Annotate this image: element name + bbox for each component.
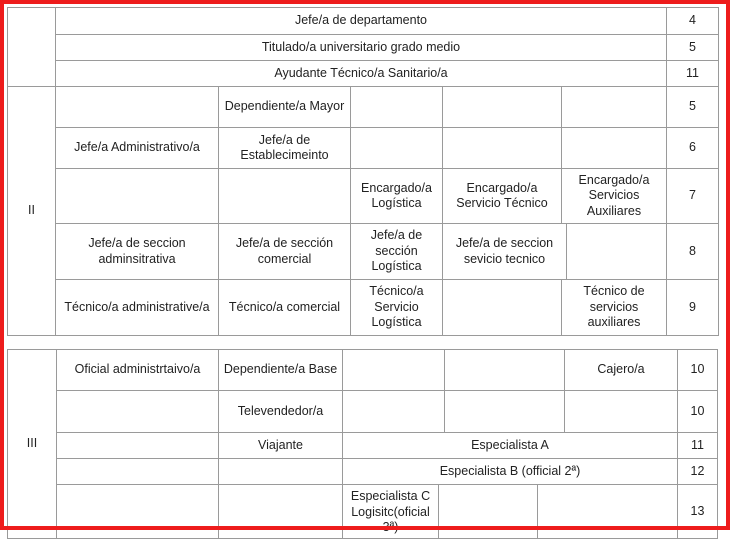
level-cell: 11: [677, 432, 718, 459]
table-cell: [56, 458, 219, 485]
table-cell: [218, 168, 351, 224]
level-cell: 12: [677, 458, 718, 485]
table-cell: Jefe/a Administrativo/a: [55, 127, 219, 169]
table-cell: [342, 349, 445, 391]
table-cell: [342, 390, 445, 433]
table-cell: Especialista C Logisitc(oficial 3ª): [342, 484, 439, 539]
table-cell: [350, 127, 443, 169]
job-title-cell: Jefe/a de departamento: [55, 7, 667, 35]
table-cell: Dependiente/a Base: [218, 349, 343, 391]
table-cell: [566, 223, 667, 280]
table-cell: [55, 86, 219, 128]
table-cell: Dependiente/a Mayor: [218, 86, 351, 128]
table-cell: Jefe/a de sección Logística: [350, 223, 443, 280]
table-cell: Técnico/a administrative/a: [55, 279, 219, 336]
blank-group-cell: [7, 7, 56, 87]
table-cell: Encargado/a Servicios Auxiliares: [561, 168, 667, 224]
level-cell: 13: [677, 484, 718, 539]
table-cell: Jefe/a de seccion adminsitrativa: [55, 223, 219, 280]
table-cell: [564, 390, 678, 433]
table-cell: Encargado/a Servicio Técnico: [442, 168, 562, 224]
table-cell: [350, 86, 443, 128]
level-cell: 4: [666, 7, 719, 35]
level-cell: 8: [666, 223, 719, 280]
table-cell: [56, 432, 219, 459]
table-cell: Televendedor/a: [218, 390, 343, 433]
level-cell: 5: [666, 86, 719, 128]
table-cell: [444, 390, 565, 433]
level-cell: 5: [666, 34, 719, 61]
table-cell: Encargado/a Logística: [350, 168, 443, 224]
table-cell: Técnico/a comercial: [218, 279, 351, 336]
table-cell: [561, 127, 667, 169]
level-cell: 7: [666, 168, 719, 224]
table-cell: Oficial administrtaivo/a: [56, 349, 219, 391]
level-cell: 6: [666, 127, 719, 169]
level-cell: 11: [666, 60, 719, 87]
group-label: III: [7, 349, 57, 539]
table-cell: [442, 86, 562, 128]
table-cell: Jefe/a de Establecimeinto: [218, 127, 351, 169]
table-cell: [442, 127, 562, 169]
table-cell: Jefe/a de seccion sevicio tecnico: [442, 223, 567, 280]
job-title-cell: Ayudante Técnico/a Sanitario/a: [55, 60, 667, 87]
table-cell: Jefe/a de sección comercial: [218, 223, 351, 280]
table-cell: [55, 168, 219, 224]
table-cell: [537, 484, 678, 539]
table-cell: [218, 458, 343, 485]
table-cell: [444, 349, 565, 391]
table-cell: [56, 484, 219, 539]
table-cell: [56, 390, 219, 433]
table-cell: Viajante: [218, 432, 343, 459]
table-cell: Cajero/a: [564, 349, 678, 391]
table-cell: [442, 279, 562, 336]
level-cell: 10: [677, 390, 718, 433]
table-cell: Especialista A: [342, 432, 678, 459]
table-cell: [438, 484, 538, 539]
table-cell: Técnico/a Servicio Logística: [350, 279, 443, 336]
table-cell: Técnico de servicios auxiliares: [561, 279, 667, 336]
table-cell: [561, 86, 667, 128]
job-title-cell: Titulado/a universitario grado medio: [55, 34, 667, 61]
table-cell: [218, 484, 343, 539]
group-label: II: [7, 86, 56, 336]
level-cell: 9: [666, 279, 719, 336]
table-cell: Especialista B (official 2ª): [342, 458, 678, 485]
level-cell: 10: [677, 349, 718, 391]
